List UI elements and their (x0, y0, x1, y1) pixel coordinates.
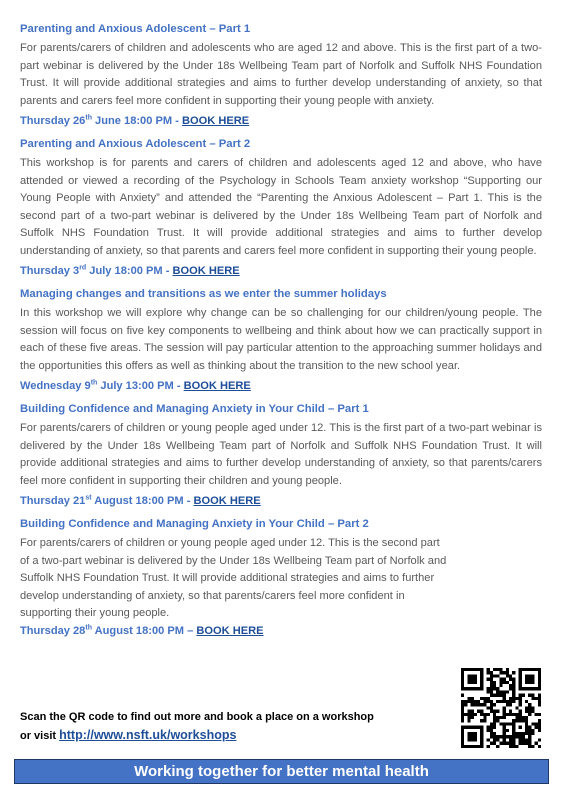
tagline-text: Working together for better mental health (134, 763, 429, 780)
workshop-list (20, 22, 542, 647)
workshop-date: Wednesday 9th July 13:00 PM - BOOK HERE (20, 379, 251, 392)
book-here-link[interactable]: BOOK HERE (172, 265, 240, 277)
book-here-link[interactable]: BOOK HERE (196, 624, 264, 637)
workshop-date: Thursday 26th June 18:00 PM - BOOK HERE (20, 114, 250, 127)
workshop-title: Building Confidence and Managing Anxiety in Your Child – Part 1 (20, 403, 369, 415)
workshop-description: In this workshop we will explore why change can be so challenging for our children/young people. The session will focus on five key components to wellbeing and think about how we can practically support in each of these five areas. The session will pay particular attention to the approaching summer holidays and the opportunities this offers as well as thinking about the transition to the new school year. (20, 307, 542, 372)
workshop-title: Managing changes and transitions as we enter the summer holidays (20, 288, 387, 300)
workshop-section-1 (20, 22, 542, 130)
workshop-date: Thursday 21st August 18:00 PM - BOOK HERE (20, 494, 261, 507)
tagline-banner (14, 759, 549, 784)
workshop-section-3 (20, 287, 542, 395)
workshop-title: Building Confidence and Managing Anxiety in Your Child – Part 2 (20, 518, 369, 530)
footer-text: Scan the QR code to find out more and book a place on a workshop or visit http://www.nsft.uk/workshops (20, 711, 374, 742)
workshop-description: This workshop is for parents and carers of children and adolescents aged 12 and above, who have attended or viewed a recording of the Psychology in Schools Team anxiety workshop “Supporting our Young People with Anxiety” and attended the “Parenting the Anxious Adolescent – Part 1. This is the second part of a two-part webinar is delivered by the Under 18s Wellbeing Team part of Norfolk and Suffolk NHS Foundation Trust. It will provide additional strategies and aims to further develop understanding of anxiety, so that parents and carers feel more confident in supporting their young people. (20, 157, 542, 257)
qr-code-icon[interactable] (461, 668, 541, 748)
workshop-title: Parenting and Anxious Adolescent – Part 2 (20, 138, 251, 150)
website-link[interactable]: http://www.nsft.uk/workshops (59, 728, 237, 742)
workshop-title: Parenting and Anxious Adolescent – Part 1 (20, 23, 251, 35)
workshop-section-2 (20, 137, 542, 280)
book-here-link[interactable]: BOOK HERE (183, 380, 251, 392)
workshop-description: For parents/carers of children or young people aged under 12. This is the first part of a two-part webinar is delivered by the Under 18s Wellbeing Team part of Norfolk and Suffolk NHS Foundation Trust. It will provide additional strategies and aims to further develop understanding of anxiety, so that parents/carers feel more confident in supporting their children and young people. (20, 422, 542, 487)
workshop-date: Thursday 3rd July 18:00 PM - BOOK HERE (20, 264, 240, 277)
footer-info (20, 708, 380, 745)
workshop-description: For parents/carers of children or young people aged under 12. This is the second part of a two-part webinar is delivered by the Under 18s Wellbeing Team part of Norfolk and Suffolk NHS Foundation Trust. It will provide additional strategies and aims to further develop understanding of anxiety, so that parents/carers feel more confident in supporting their young people. (20, 537, 447, 619)
workshop-date: Thursday 28th August 18:00 PM – BOOK HERE (20, 623, 264, 637)
workshop-section-4 (20, 402, 542, 510)
workshop-description: For parents/carers of children and adolescents who are aged 12 and above. This is the first part of a two-part webinar is delivered by the Under 18s Wellbeing Team part of Norfolk and Suffolk NHS Foundation Trust. It will provide additional strategies and aims to further develop understanding of anxiety, so that parents and carers feel more confident in supporting their young people with anxiety. (20, 42, 542, 107)
book-here-link[interactable]: BOOK HERE (181, 115, 250, 127)
workshop-section-5 (20, 517, 450, 640)
book-here-link[interactable]: BOOK HERE (193, 495, 261, 507)
